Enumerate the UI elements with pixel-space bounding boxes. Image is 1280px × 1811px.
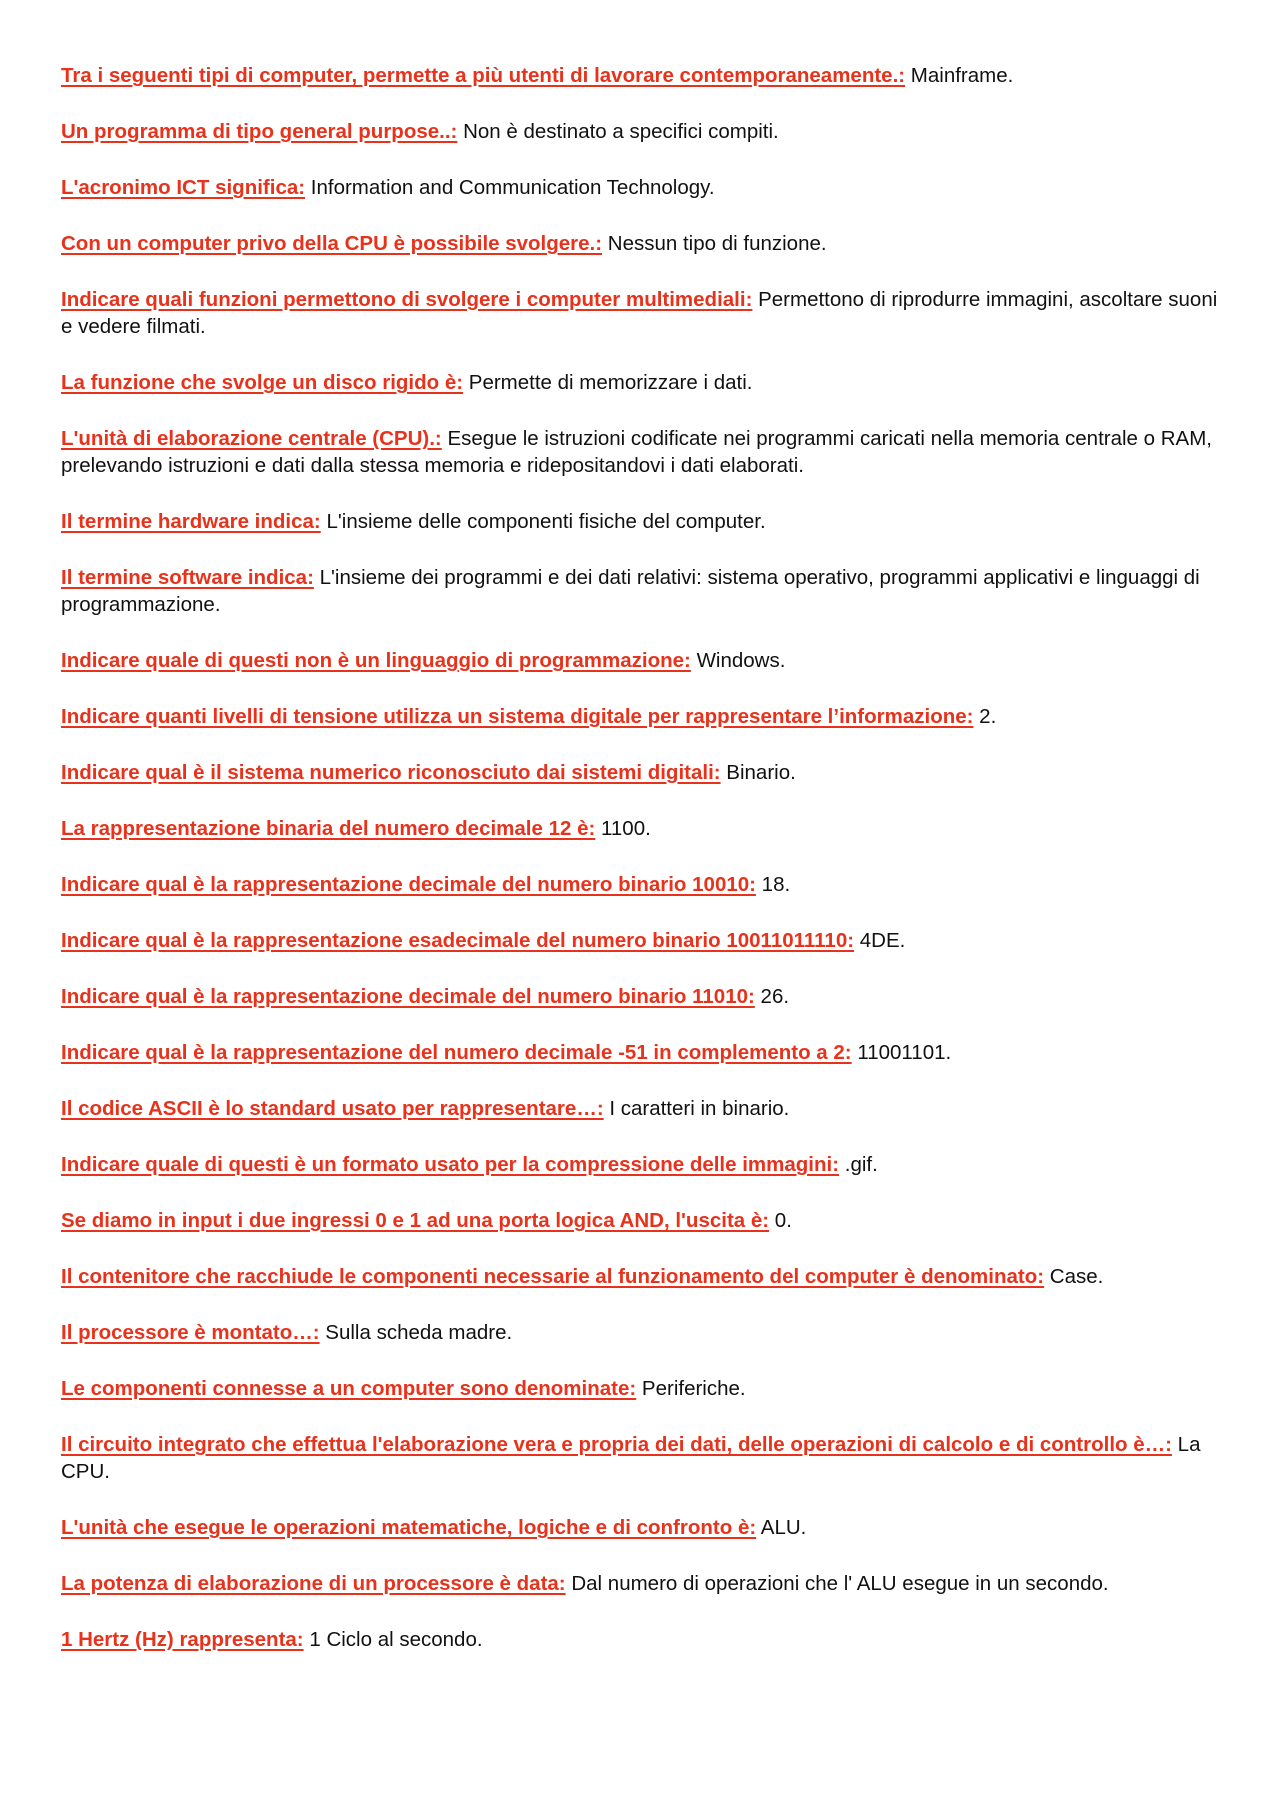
qa-item-21 xyxy=(61,1263,1220,1290)
qa-item-19 xyxy=(61,1151,1220,1178)
question-answer-list xyxy=(61,62,1220,1653)
answer-text: 2. xyxy=(979,705,997,728)
qa-item-2 xyxy=(61,118,1220,145)
qa-item-27 xyxy=(61,1626,1220,1653)
question-text: Le componenti connesse a un computer sono denominate: xyxy=(61,1377,637,1400)
qa-item-20 xyxy=(61,1207,1220,1234)
answer-text: La CPU. xyxy=(61,1433,1201,1483)
answer-text: L'insieme dei programmi e dei dati relativi: sistema operativo, programmi applicativi e linguaggi di programmazione. xyxy=(61,566,1200,616)
qa-item-24 xyxy=(61,1431,1220,1485)
qa-item-9 xyxy=(61,564,1220,618)
question-text: Indicare qual è la rappresentazione esadecimale del numero binario 10011011110: xyxy=(61,929,855,952)
question-text: Il termine software indica: xyxy=(61,566,314,589)
answer-text: Permettono di riprodurre immagini, ascoltare suoni e vedere filmati. xyxy=(61,288,1218,338)
answer-text: Non è destinato a specifici compiti. xyxy=(463,120,779,143)
answer-text: Case. xyxy=(1049,1265,1104,1288)
qa-item-10 xyxy=(61,647,1220,674)
qa-item-22 xyxy=(61,1319,1220,1346)
qa-item-25 xyxy=(61,1514,1220,1541)
question-text: Il codice ASCII è lo standard usato per rappresentare…: xyxy=(61,1097,604,1120)
question-text: Indicare quali funzioni permettono di svolgere i computer multimediali: xyxy=(61,288,753,311)
qa-item-16 xyxy=(61,983,1220,1010)
qa-item-8 xyxy=(61,508,1220,535)
question-text: Il processore è montato…: xyxy=(61,1321,320,1344)
answer-text: ALU. xyxy=(760,1516,807,1539)
qa-item-18 xyxy=(61,1095,1220,1122)
answer-text: .gif. xyxy=(844,1153,878,1176)
question-text: Indicare qual è la rappresentazione decimale del numero binario 10010: xyxy=(61,873,756,896)
qa-item-7 xyxy=(61,425,1220,479)
answer-text: Nessun tipo di funzione. xyxy=(607,232,827,255)
answer-text: 1100. xyxy=(601,817,651,840)
answer-text: Information and Communication Technology. xyxy=(310,176,715,199)
question-text: Un programma di tipo general purpose..: xyxy=(61,120,458,143)
question-text: Il circuito integrato che effettua l'elaborazione vera e propria dei dati, delle operazioni di calcolo e di controllo è…: xyxy=(61,1433,1172,1456)
question-text: Tra i seguenti tipi di computer, permette a più utenti di lavorare contemporaneamente.: xyxy=(61,64,906,87)
question-text: Indicare quanti livelli di tensione utilizza un sistema digitale per rappresentare l’informazione: xyxy=(61,705,974,728)
qa-item-4 xyxy=(61,230,1220,257)
question-text: Con un computer privo della CPU è possibile svolgere.: xyxy=(61,232,603,255)
answer-text: Mainframe. xyxy=(910,64,1014,87)
question-text: Indicare qual è la rappresentazione del numero decimale -51 in complemento a 2: xyxy=(61,1041,852,1064)
answer-text: L'insieme delle componenti fisiche del computer. xyxy=(326,510,766,533)
answer-text: 4DE. xyxy=(859,929,906,952)
question-text: L'acronimo ICT significa: xyxy=(61,176,306,199)
answer-text: Windows. xyxy=(696,649,786,672)
answer-text: 1 Ciclo al secondo. xyxy=(309,1628,483,1651)
question-text: La potenza di elaborazione di un processore è data: xyxy=(61,1572,566,1595)
answer-text: Permette di memorizzare i dati. xyxy=(468,371,753,394)
answer-text: I caratteri in binario. xyxy=(609,1097,790,1120)
question-text: Il termine hardware indica: xyxy=(61,510,321,533)
question-text: Se diamo in input i due ingressi 0 e 1 ad una porta logica AND, l'uscita è: xyxy=(61,1209,770,1232)
answer-text: Sulla scheda madre. xyxy=(325,1321,513,1344)
answer-text: 18. xyxy=(761,873,791,896)
qa-item-26 xyxy=(61,1570,1220,1597)
question-text: L'unità di elaborazione centrale (CPU).: xyxy=(61,427,442,450)
question-text: 1 Hertz (Hz) rappresenta: xyxy=(61,1628,304,1651)
qa-item-13 xyxy=(61,815,1220,842)
qa-item-3 xyxy=(61,174,1220,201)
qa-item-17 xyxy=(61,1039,1220,1066)
qa-item-5 xyxy=(61,286,1220,340)
question-text: L'unità che esegue le operazioni matematiche, logiche e di confronto è: xyxy=(61,1516,757,1539)
question-text: Indicare quale di questi è un formato usato per la compressione delle immagini: xyxy=(61,1153,840,1176)
answer-text: Dal numero di operazioni che l' ALU esegue in un secondo. xyxy=(571,1572,1109,1595)
qa-item-15 xyxy=(61,927,1220,954)
answer-text: 26. xyxy=(760,985,790,1008)
answer-text: Esegue le istruzioni codificate nei programmi caricati nella memoria centrale o RAM, prelevando istruzioni e dati dalla stessa memoria e ridepositandovi i dati elaborati. xyxy=(61,427,1212,477)
question-text: Il contenitore che racchiude le componenti necessarie al funzionamento del computer è denominato: xyxy=(61,1265,1045,1288)
question-text: Indicare qual è la rappresentazione decimale del numero binario 11010: xyxy=(61,985,755,1008)
qa-item-6 xyxy=(61,369,1220,396)
qa-item-14 xyxy=(61,871,1220,898)
qa-item-11 xyxy=(61,703,1220,730)
answer-text: Periferiche. xyxy=(641,1377,746,1400)
question-text: La funzione che svolge un disco rigido è: xyxy=(61,371,464,394)
question-text: Indicare qual è il sistema numerico riconosciuto dai sistemi digitali: xyxy=(61,761,721,784)
answer-text: Binario. xyxy=(726,761,796,784)
question-text: La rappresentazione binaria del numero decimale 12 è: xyxy=(61,817,596,840)
answer-text: 0. xyxy=(774,1209,792,1232)
question-text: Indicare quale di questi non è un linguaggio di programmazione: xyxy=(61,649,691,672)
qa-item-1 xyxy=(61,62,1220,89)
qa-item-12 xyxy=(61,759,1220,786)
answer-text: 11001101. xyxy=(857,1041,952,1064)
qa-item-23 xyxy=(61,1375,1220,1402)
